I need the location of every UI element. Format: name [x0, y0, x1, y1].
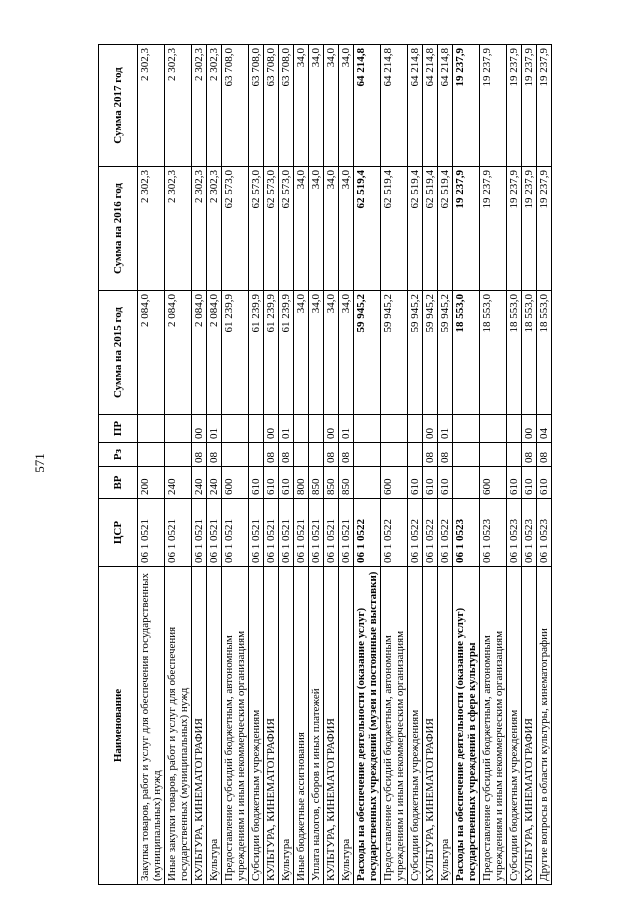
- row-sum-2015-cell: 34,0: [294, 291, 309, 415]
- row-vr-cell: 850: [309, 467, 324, 499]
- row-rz-cell: 08: [264, 443, 279, 467]
- row-rz-cell: [381, 443, 408, 467]
- row-sum-2015-cell: 18 553,0: [507, 291, 522, 415]
- row-vr-cell: [354, 467, 381, 499]
- table-row: [480, 45, 507, 885]
- row-name-cell: Культура: [438, 567, 453, 885]
- row-sum-2017-cell: 19 237,9: [480, 45, 507, 167]
- row-pr-cell: 01: [438, 415, 453, 443]
- row-name-cell: КУЛЬТУРА, КИНЕМАТОГРАФИЯ: [324, 567, 339, 885]
- table-row: [138, 45, 165, 885]
- row-pr-cell: 00: [192, 415, 207, 443]
- row-sum-2016-cell: 19 237,9: [507, 167, 522, 291]
- row-csr-cell: 06 1 0521: [339, 499, 354, 567]
- row-rz-cell: 08: [192, 443, 207, 467]
- row-csr-cell: 06 1 0521: [207, 499, 222, 567]
- table-row: [408, 45, 423, 885]
- row-sum-2015-cell: 59 945,2: [381, 291, 408, 415]
- table-row: [354, 45, 381, 885]
- header-sum-2016: Сумма на 2016 год: [99, 167, 138, 291]
- row-sum-2016-cell: 62 573,0: [249, 167, 264, 291]
- row-rz-cell: [294, 443, 309, 467]
- table-row: [222, 45, 249, 885]
- row-rz-cell: [453, 443, 480, 467]
- row-name-cell: Уплата налогов, сборов и иных платежей: [309, 567, 324, 885]
- row-name-cell: Культура: [207, 567, 222, 885]
- row-rz-cell: [249, 443, 264, 467]
- row-sum-2017-cell: 64 214,8: [381, 45, 408, 167]
- table-row: [522, 45, 537, 885]
- table-row: [249, 45, 264, 885]
- row-rz-cell: [222, 443, 249, 467]
- row-pr-cell: 00: [423, 415, 438, 443]
- row-rz-cell: [480, 443, 507, 467]
- row-csr-cell: 06 1 0521: [294, 499, 309, 567]
- row-csr-cell: 06 1 0522: [354, 499, 381, 567]
- row-sum-2017-cell: 2 302,3: [138, 45, 165, 167]
- row-sum-2017-cell: 19 237,9: [507, 45, 522, 167]
- table-row: [453, 45, 480, 885]
- header-sum-2015: Сумма на 2015 год: [99, 291, 138, 415]
- table-row: [423, 45, 438, 885]
- row-pr-cell: [222, 415, 249, 443]
- row-csr-cell: 06 1 0521: [309, 499, 324, 567]
- table-row: [381, 45, 408, 885]
- row-name-cell: Субсидии бюджетным учреждениям: [507, 567, 522, 885]
- row-sum-2017-cell: 63 708,0: [249, 45, 264, 167]
- row-name-cell: КУЛЬТУРА, КИНЕМАТОГРАФИЯ: [192, 567, 207, 885]
- row-csr-cell: 06 1 0521: [138, 499, 165, 567]
- row-sum-2017-cell: 34,0: [324, 45, 339, 167]
- row-name-cell: Предоставление субсидий бюджетным, автономным учреждениям и иным некоммерческим организациям: [480, 567, 507, 885]
- row-pr-cell: 04: [537, 415, 552, 443]
- row-vr-cell: 600: [381, 467, 408, 499]
- row-sum-2016-cell: 2 302,3: [207, 167, 222, 291]
- row-sum-2016-cell: 19 237,9: [522, 167, 537, 291]
- row-rz-cell: [309, 443, 324, 467]
- row-csr-cell: 06 1 0522: [408, 499, 423, 567]
- row-sum-2015-cell: 2 084,0: [207, 291, 222, 415]
- row-csr-cell: 06 1 0521: [165, 499, 192, 567]
- row-name-cell: Субсидии бюджетным учреждениям: [249, 567, 264, 885]
- row-sum-2017-cell: 63 708,0: [264, 45, 279, 167]
- row-pr-cell: [354, 415, 381, 443]
- row-rz-cell: 08: [324, 443, 339, 467]
- row-csr-cell: 06 1 0521: [324, 499, 339, 567]
- row-vr-cell: 240: [192, 467, 207, 499]
- row-csr-cell: 06 1 0523: [507, 499, 522, 567]
- row-vr-cell: 610: [423, 467, 438, 499]
- row-name-cell: Расходы на обеспечение деятельности (оказание услуг) государственных учреждений (музеи и постоянные выставки): [354, 567, 381, 885]
- row-vr-cell: 610: [507, 467, 522, 499]
- row-pr-cell: [309, 415, 324, 443]
- row-csr-cell: 06 1 0521: [279, 499, 294, 567]
- table-row: [537, 45, 552, 885]
- row-sum-2016-cell: 34,0: [309, 167, 324, 291]
- row-rz-cell: 08: [438, 443, 453, 467]
- row-name-cell: Другие вопросы в области культуры, кинематографии: [537, 567, 552, 885]
- row-rz-cell: 08: [522, 443, 537, 467]
- row-rz-cell: 08: [279, 443, 294, 467]
- row-csr-cell: 06 1 0523: [522, 499, 537, 567]
- header-csr: ЦСР: [99, 499, 138, 567]
- row-sum-2016-cell: 34,0: [294, 167, 309, 291]
- row-rz-cell: [138, 443, 165, 467]
- row-csr-cell: 06 1 0522: [381, 499, 408, 567]
- row-name-cell: КУЛЬТУРА, КИНЕМАТОГРАФИЯ: [423, 567, 438, 885]
- row-vr-cell: [453, 467, 480, 499]
- table-row: [507, 45, 522, 885]
- row-pr-cell: 00: [522, 415, 537, 443]
- row-rz-cell: 08: [537, 443, 552, 467]
- row-sum-2016-cell: 2 302,3: [165, 167, 192, 291]
- row-sum-2017-cell: 2 302,3: [207, 45, 222, 167]
- row-sum-2017-cell: 63 708,0: [279, 45, 294, 167]
- table-row: [165, 45, 192, 885]
- row-sum-2017-cell: 2 302,3: [192, 45, 207, 167]
- row-sum-2016-cell: 62 519,4: [408, 167, 423, 291]
- row-csr-cell: 06 1 0522: [423, 499, 438, 567]
- row-pr-cell: 01: [207, 415, 222, 443]
- row-pr-cell: [138, 415, 165, 443]
- row-rz-cell: 08: [207, 443, 222, 467]
- row-pr-cell: [507, 415, 522, 443]
- row-sum-2015-cell: 34,0: [324, 291, 339, 415]
- row-vr-cell: 850: [339, 467, 354, 499]
- row-vr-cell: 240: [207, 467, 222, 499]
- row-pr-cell: [294, 415, 309, 443]
- row-sum-2017-cell: 34,0: [294, 45, 309, 167]
- row-sum-2016-cell: 19 237,9: [480, 167, 507, 291]
- row-sum-2016-cell: 2 302,3: [138, 167, 165, 291]
- row-sum-2015-cell: 2 084,0: [138, 291, 165, 415]
- row-vr-cell: 610: [279, 467, 294, 499]
- row-sum-2017-cell: 64 214,8: [438, 45, 453, 167]
- row-pr-cell: [165, 415, 192, 443]
- row-vr-cell: 610: [249, 467, 264, 499]
- row-csr-cell: 06 1 0521: [249, 499, 264, 567]
- row-sum-2015-cell: 59 945,2: [354, 291, 381, 415]
- row-name-cell: Расходы на обеспечение деятельности (оказание услуг) государственных учреждений в сфере культуры: [453, 567, 480, 885]
- row-rz-cell: 08: [339, 443, 354, 467]
- header-vr: ВР: [99, 467, 138, 499]
- header-row: [99, 45, 138, 885]
- row-sum-2017-cell: 64 214,8: [423, 45, 438, 167]
- row-rz-cell: [408, 443, 423, 467]
- row-sum-2015-cell: 18 553,0: [480, 291, 507, 415]
- row-name-cell: Предоставление субсидий бюджетным, автономным учреждениям и иным некоммерческим организациям: [222, 567, 249, 885]
- row-rz-cell: 08: [423, 443, 438, 467]
- row-sum-2016-cell: 19 237,9: [537, 167, 552, 291]
- row-name-cell: Закупка товаров, работ и услуг для обеспечения государственных (муниципальных) нужд: [138, 567, 165, 885]
- row-pr-cell: [408, 415, 423, 443]
- row-name-cell: КУЛЬТУРА, КИНЕМАТОГРАФИЯ: [264, 567, 279, 885]
- table-row: [264, 45, 279, 885]
- row-csr-cell: 06 1 0522: [438, 499, 453, 567]
- row-rz-cell: [354, 443, 381, 467]
- row-pr-cell: [381, 415, 408, 443]
- row-rz-cell: [165, 443, 192, 467]
- header-pr: ПР: [99, 415, 138, 443]
- row-sum-2016-cell: 62 573,0: [222, 167, 249, 291]
- row-sum-2015-cell: 2 084,0: [165, 291, 192, 415]
- row-vr-cell: 610: [522, 467, 537, 499]
- row-sum-2015-cell: 34,0: [339, 291, 354, 415]
- rotated-page: [98, 45, 568, 885]
- row-vr-cell: 800: [294, 467, 309, 499]
- row-csr-cell: 06 1 0523: [453, 499, 480, 567]
- row-pr-cell: 00: [264, 415, 279, 443]
- row-pr-cell: 00: [324, 415, 339, 443]
- row-csr-cell: 06 1 0521: [192, 499, 207, 567]
- row-sum-2016-cell: 62 573,0: [264, 167, 279, 291]
- row-vr-cell: 600: [222, 467, 249, 499]
- row-sum-2017-cell: 63 708,0: [222, 45, 249, 167]
- row-sum-2017-cell: 19 237,9: [453, 45, 480, 167]
- row-sum-2017-cell: 19 237,9: [522, 45, 537, 167]
- row-sum-2017-cell: 19 237,9: [537, 45, 552, 167]
- row-sum-2016-cell: 62 519,4: [354, 167, 381, 291]
- header-name: Наименование: [99, 567, 138, 885]
- row-csr-cell: 06 1 0523: [537, 499, 552, 567]
- row-sum-2017-cell: 64 214,8: [408, 45, 423, 167]
- row-name-cell: КУЛЬТУРА, КИНЕМАТОГРАФИЯ: [522, 567, 537, 885]
- page-number: 571: [31, 453, 47, 473]
- header-sum-2017: Сумма 2017 год: [99, 45, 138, 167]
- row-sum-2015-cell: 59 945,2: [438, 291, 453, 415]
- row-vr-cell: 600: [480, 467, 507, 499]
- table-row: [309, 45, 324, 885]
- row-pr-cell: [453, 415, 480, 443]
- row-sum-2017-cell: 2 302,3: [165, 45, 192, 167]
- row-csr-cell: 06 1 0521: [222, 499, 249, 567]
- row-sum-2015-cell: 61 239,9: [249, 291, 264, 415]
- row-sum-2015-cell: 61 239,9: [222, 291, 249, 415]
- row-sum-2017-cell: 34,0: [309, 45, 324, 167]
- row-vr-cell: 610: [438, 467, 453, 499]
- row-pr-cell: [480, 415, 507, 443]
- table-row: [192, 45, 207, 885]
- row-sum-2015-cell: 59 945,2: [423, 291, 438, 415]
- row-name-cell: Иные бюджетные ассигнования: [294, 567, 309, 885]
- row-sum-2016-cell: 19 237,9: [453, 167, 480, 291]
- row-csr-cell: 06 1 0521: [264, 499, 279, 567]
- row-vr-cell: 850: [324, 467, 339, 499]
- row-sum-2016-cell: 62 519,4: [438, 167, 453, 291]
- row-name-cell: Субсидии бюджетным учреждениям: [408, 567, 423, 885]
- table-row: [324, 45, 339, 885]
- table-row: [339, 45, 354, 885]
- row-sum-2015-cell: 34,0: [309, 291, 324, 415]
- row-sum-2016-cell: 2 302,3: [192, 167, 207, 291]
- row-csr-cell: 06 1 0523: [480, 499, 507, 567]
- row-name-cell: Иные закупки товаров, работ и услуг для обеспечения государственных (муниципальных) нужд: [165, 567, 192, 885]
- header-rz: Рз: [99, 443, 138, 467]
- table-body: [138, 45, 552, 885]
- row-sum-2016-cell: 34,0: [324, 167, 339, 291]
- row-pr-cell: 01: [279, 415, 294, 443]
- row-vr-cell: 610: [264, 467, 279, 499]
- row-name-cell: Культура: [339, 567, 354, 885]
- row-sum-2015-cell: 18 553,0: [453, 291, 480, 415]
- row-sum-2015-cell: 61 239,9: [279, 291, 294, 415]
- row-sum-2015-cell: 18 553,0: [522, 291, 537, 415]
- row-vr-cell: 610: [537, 467, 552, 499]
- row-sum-2017-cell: 64 214,8: [354, 45, 381, 167]
- row-sum-2016-cell: 62 519,4: [423, 167, 438, 291]
- table-row: [207, 45, 222, 885]
- row-name-cell: Предоставление субсидий бюджетным, автономным учреждениям и иным некоммерческим организациям: [381, 567, 408, 885]
- table-row: [279, 45, 294, 885]
- row-sum-2015-cell: 2 084,0: [192, 291, 207, 415]
- budget-table: [98, 44, 552, 885]
- row-pr-cell: 01: [339, 415, 354, 443]
- row-sum-2015-cell: 61 239,9: [264, 291, 279, 415]
- row-vr-cell: 200: [138, 467, 165, 499]
- row-pr-cell: [249, 415, 264, 443]
- row-sum-2016-cell: 62 519,4: [381, 167, 408, 291]
- table-row: [294, 45, 309, 885]
- row-name-cell: Культура: [279, 567, 294, 885]
- row-sum-2015-cell: 18 553,0: [537, 291, 552, 415]
- row-vr-cell: 240: [165, 467, 192, 499]
- table-row: [438, 45, 453, 885]
- row-sum-2015-cell: 59 945,2: [408, 291, 423, 415]
- row-vr-cell: 610: [408, 467, 423, 499]
- row-sum-2017-cell: 34,0: [339, 45, 354, 167]
- row-rz-cell: [507, 443, 522, 467]
- row-sum-2016-cell: 62 573,0: [279, 167, 294, 291]
- row-sum-2016-cell: 34,0: [339, 167, 354, 291]
